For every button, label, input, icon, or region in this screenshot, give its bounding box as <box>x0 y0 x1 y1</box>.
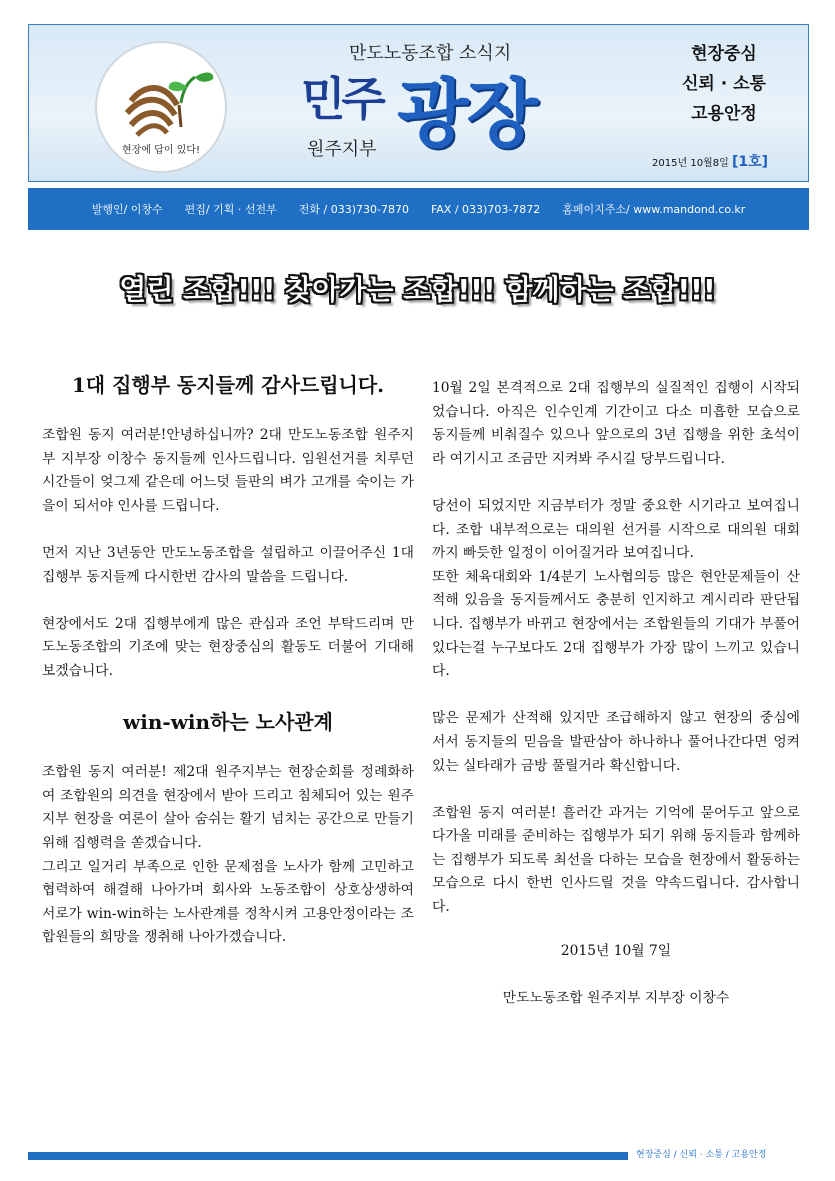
masthead-title-part1: 민주 <box>301 72 382 126</box>
section-heading: win-win하는 노사관계 <box>123 710 333 735</box>
publisher: 발행인/ 이창수 <box>91 203 163 216</box>
newsletter-subtitle: 만도노동조합 소식지 <box>349 43 512 64</box>
signature: 만도노동조합 원주지부 지부장 이창수 <box>502 990 730 1007</box>
paragraph: 당선이 되었지만 지금부터가 정말 중요한 시기라고 보여집니다. 조합 내부적으로는 대의원 선거를 시작으로 대의원 대회까지 빠듯한 일정이 이어질거라 보여집니다. <box>432 497 800 562</box>
paragraph: 조합원 동지 여러분!안녕하십니까? 2대 만도노동조합 원주지부 지부장 이창수 동지들께 인사드립니다. 임원선거를 치루던 시간들이 엊그제 같은데 어느덧 들판의 벼가 고개를 숙이는 가을이 되서야 인사를 드립니다. <box>42 427 414 514</box>
branch-name: 원주지부 <box>307 139 377 160</box>
letter-date: 2015년 10월 7일 <box>560 942 672 959</box>
logo-slogan: 현장에 답이 있다! <box>122 145 200 156</box>
headline: 열린 조합!!! 찾아가는 조합!!! 함께하는 조합!!! <box>119 273 716 306</box>
homepage-link[interactable]: 홈페이지주소/ www.mandond.co.kr <box>562 203 746 216</box>
motto-item: 신뢰 · 소통 <box>682 74 766 94</box>
section-heading: 1대 집행부 동지들께 감사드립니다. <box>71 373 385 397</box>
paragraph: 많은 문제가 산적해 있지만 조급해하지 않고 현장의 중심에 서서 동지들의 믿음을 발판삼아 하나하나 풀어나간다면 엉켜있는 실타래가 금방 풀릴거라 확신합니다. <box>432 710 800 774</box>
paragraph: 10월 2일 본격적으로 2대 집행부의 실질적인 집행이 시작되었습니다. 아직은 인수인계 기간이고 다소 미흡한 모습으로 동지들께 비춰질수 있으나 앞으로의 3년 집행을 위한 초석이라 여기시고 조금만 지켜봐 주시길 당부드립니다. <box>432 380 800 467</box>
paragraph: 조합원 동지 여러분! 흘러간 과거는 기억에 묻어두고 앞으로 다가올 미래를 준비하는 집행부가 되기 위해 동지들과 함께하는 집행부가 되도록 최선을 다하는 모습을 현장에서 활동하는 모습으로 다시 한번 인사드릴 것을 약속드립니다. 감사합니다. <box>432 804 800 916</box>
motto-item: 현장중심 <box>691 44 757 64</box>
fax: FAX / 033)703-7872 <box>430 202 541 216</box>
editor: 편집/ 기획 · 선전부 <box>184 203 277 216</box>
footer-divider <box>28 1152 628 1160</box>
paragraph: 먼저 지난 3년동안 만도노동조합을 설립하고 이끌어주신 1대 집행부 동지들께 다시한번 감사의 말씀을 드립니다. <box>42 544 414 585</box>
masthead <box>28 24 809 182</box>
paragraph: 또한 체육대회와 1/4분기 노사협의등 많은 현안문제들이 산적해 있음을 동지들께서도 충분히 인지하고 계시리라 판단됩니다. 집행부가 바뀌고 현장에서는 조합원들의 기대가 부풀어 있다는걸 누구보다도 2대 집행부가 가장 많이 느끼고 있습니다. <box>432 568 800 680</box>
motto-list <box>656 39 792 129</box>
motto-item: 고용안정 <box>691 104 757 124</box>
paragraph: 그리고 일거리 부족으로 인한 문제점을 노사가 함께 고민하고 협력하여 해결해 나아가며 회사와 노동조합이 상호상생하여 서로가 win-win하는 노사관계를 정착시켜 고용안정이라는 조합원들의 희망을 쟁취해 나아가겠습니다. <box>42 858 414 946</box>
phone: 전화 / 033)730-7870 <box>298 203 409 216</box>
left-column <box>42 370 414 950</box>
masthead-title-part2: 광장 <box>397 71 536 157</box>
issue-date: 2015년 10월8일 <box>652 158 729 169</box>
footer-mottos: 현장중심 / 신뢰 · 소통 / 고용안정 <box>636 1150 767 1160</box>
publication-info-bar <box>28 188 809 230</box>
union-logo <box>95 41 227 173</box>
issue-number: [1호] <box>731 154 768 170</box>
paragraph: 조합원 동지 여러분! 제2대 원주지부는 현장순회를 정례화하여 조합원의 의견을 현장에서 받아 드리고 침체되어 있는 원주지부 현장을 여론이 살아 숨쉬는 활기 넘치는 공간으로 만들기 위해 집행력을 쏟겠습니다. <box>42 764 414 851</box>
issue-info <box>652 151 768 171</box>
right-column <box>432 377 800 1011</box>
paragraph: 현장에서도 2대 집행부에게 많은 관심과 조언 부탁드리며 만도노동조합의 기조에 맞는 현장중심의 활동도 더불어 기대해보겠습니다. <box>42 615 414 679</box>
